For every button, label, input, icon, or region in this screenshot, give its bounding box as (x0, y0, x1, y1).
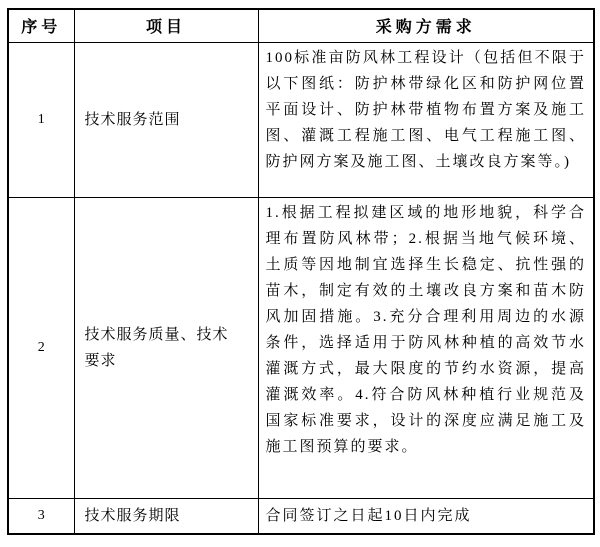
header-row (8, 9, 594, 42)
table-row (8, 498, 594, 534)
cell-row1-item: 技术服务范围 (74, 42, 258, 197)
cell-row3-item: 技术服务期限 (74, 498, 258, 534)
cell-row1-number: 1 (8, 42, 74, 197)
table-row (8, 42, 594, 197)
cell-row3-number: 3 (8, 498, 74, 534)
header-cell-requirement: 采购方需求 (258, 9, 594, 42)
cell-row2-item: 技术服务质量、技术要求 (74, 197, 258, 498)
procurement-requirements-table (7, 8, 595, 535)
header-cell-item: 项目 (74, 9, 258, 42)
header-cell-number: 序号 (8, 9, 74, 42)
cell-row2-number: 2 (8, 197, 74, 498)
table-row (8, 197, 594, 498)
cell-row3-requirement: 合同签订之日起10日内完成 (258, 498, 594, 534)
cell-row1-requirement: 100标准亩防风林工程设计（包括但不限于以下图纸：防护林带绿化区和防护网位置平面设计、防护林带植物布置方案及施工图、灌溉工程施工图、电气工程施工图、防护网方案及施工图、土壤改良方案等。) (258, 42, 594, 197)
cell-row2-requirement: 1.根据工程拟建区域的地形地貌，科学合理布置防风林带；2.根据当地气候环境、土质等因地制宜选择生长稳定、抗性强的苗木，制定有效的土壤改良方案和苗木防风加固措施。3.充分合理利用周边的水源条件，选择适用于防风林种植的高效节水灌溉方式，最大限度的节约水资源，提高灌溉效率。4.符合防风林种植行业规范及国家标准要求，设计的深度应满足施工及施工图预算的要求。 (258, 197, 594, 498)
